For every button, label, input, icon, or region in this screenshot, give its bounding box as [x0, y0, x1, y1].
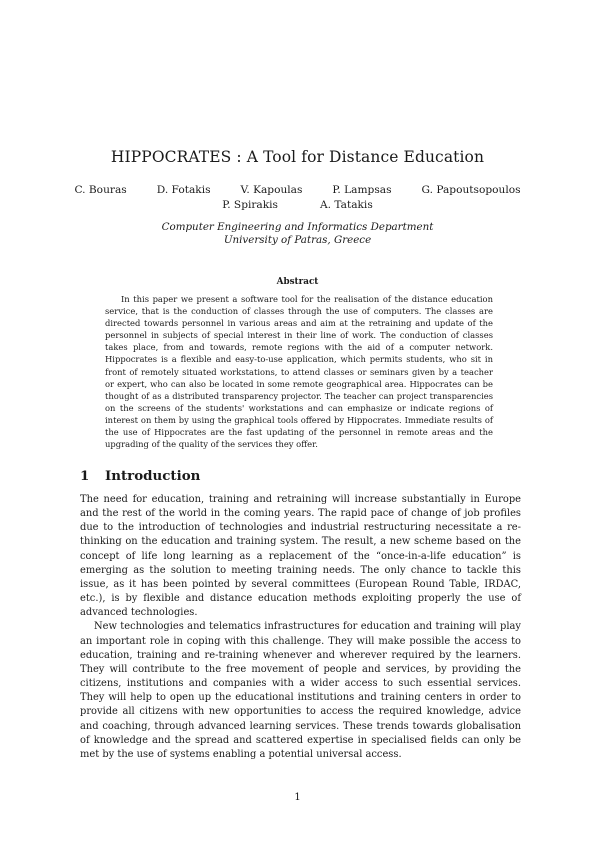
- section-heading: [80, 468, 200, 484]
- author-name: P. Lampsas: [332, 184, 392, 196]
- section-title: Introduction: [105, 468, 201, 484]
- author-name: C. Bouras: [74, 184, 127, 196]
- body-paragraph-2: New technologies and telematics infrastructures for education and training will play an important role in coping with this challenge. They will make possible the access to education, training and re-training whenever and wherever required by the learners. They will contribute to the free movement of people and services, by providing the citizens, institutions and companies with a wider access to such essential services. They will help to open up the educational institutions and training centers in order to provide all citizens with new opportunities to access the required knowledge, advice and coaching, through advanced learning services. These trends towards globalisation of knowledge and the spread and scattered expertise in specialised fields can only be met by the use of systems enabling a potential universal access.: [80, 621, 521, 760]
- author-name: P. Spirakis: [222, 199, 278, 211]
- section-body: [80, 493, 521, 762]
- affiliation-university: University of Patras, Greece: [223, 234, 372, 246]
- author-row-1: [60, 183, 535, 198]
- author-row-2: [60, 198, 535, 213]
- author-name: D. Fotakis: [156, 184, 211, 196]
- affiliation-department: Computer Engineering and Informatics Department: [161, 221, 434, 233]
- abstract-heading: Abstract: [276, 277, 319, 287]
- section-number: 1: [80, 468, 90, 484]
- abstract-text: In this paper we present a software tool for the realisation of the distance education service, that is the conduction of classes through the use of computers. The classes are directed towards personnel in various areas and aim at the retraining and update of the personnel in subjects of special interest in their line of work. The conduction of classes takes place, from and towards, remote regions with the aid of a computer network. Hippocrates is a flexible and easy-to-use application, which permits students, who sit in front of remotely situated workstations, to attend classes or seminars given by a teacher or expert, who can also be located in some remote geographical area. Hippocrates can be thought of as a distributed transparency projector. The teacher can project transparencies on the screens of the students' workstations and can emphasize or indicate regions of interest on them by using the graphical tools offered by Hippocrates. Immediate results of the use of Hippocrates are the fast updating of the personnel in remote areas and the upgrading of the quality of the services they offer.: [105, 294, 493, 450]
- author-name: V. Kapoulas: [240, 184, 303, 196]
- body-paragraph-1: The need for education, training and retraining will increase substantially in Europe and the rest of the world in the coming years. The rapid pace of change of job profiles due to the introduction of technologies and industrial restructuring necessitate a re-thinking on the education and training system. The result, a new scheme based on the concept of life long learning as a replacement of the “once-in-a-life education” is emerging as the solution to meeting training needs. The only chance to tackle this issue, as it has been pointed by several committees (European Round Table, IRDAC, etc.), is by flexible and distance education methods exploiting properly the use of advanced technologies.: [80, 494, 521, 619]
- author-name: G. Papoutsopoulos: [421, 184, 521, 196]
- affiliation: [0, 221, 595, 247]
- page-number: 1: [294, 792, 301, 803]
- author-list: [60, 183, 535, 213]
- paper-title: HIPPOCRATES : A Tool for Distance Education: [110, 148, 485, 166]
- author-name: A. Tatakis: [320, 199, 373, 211]
